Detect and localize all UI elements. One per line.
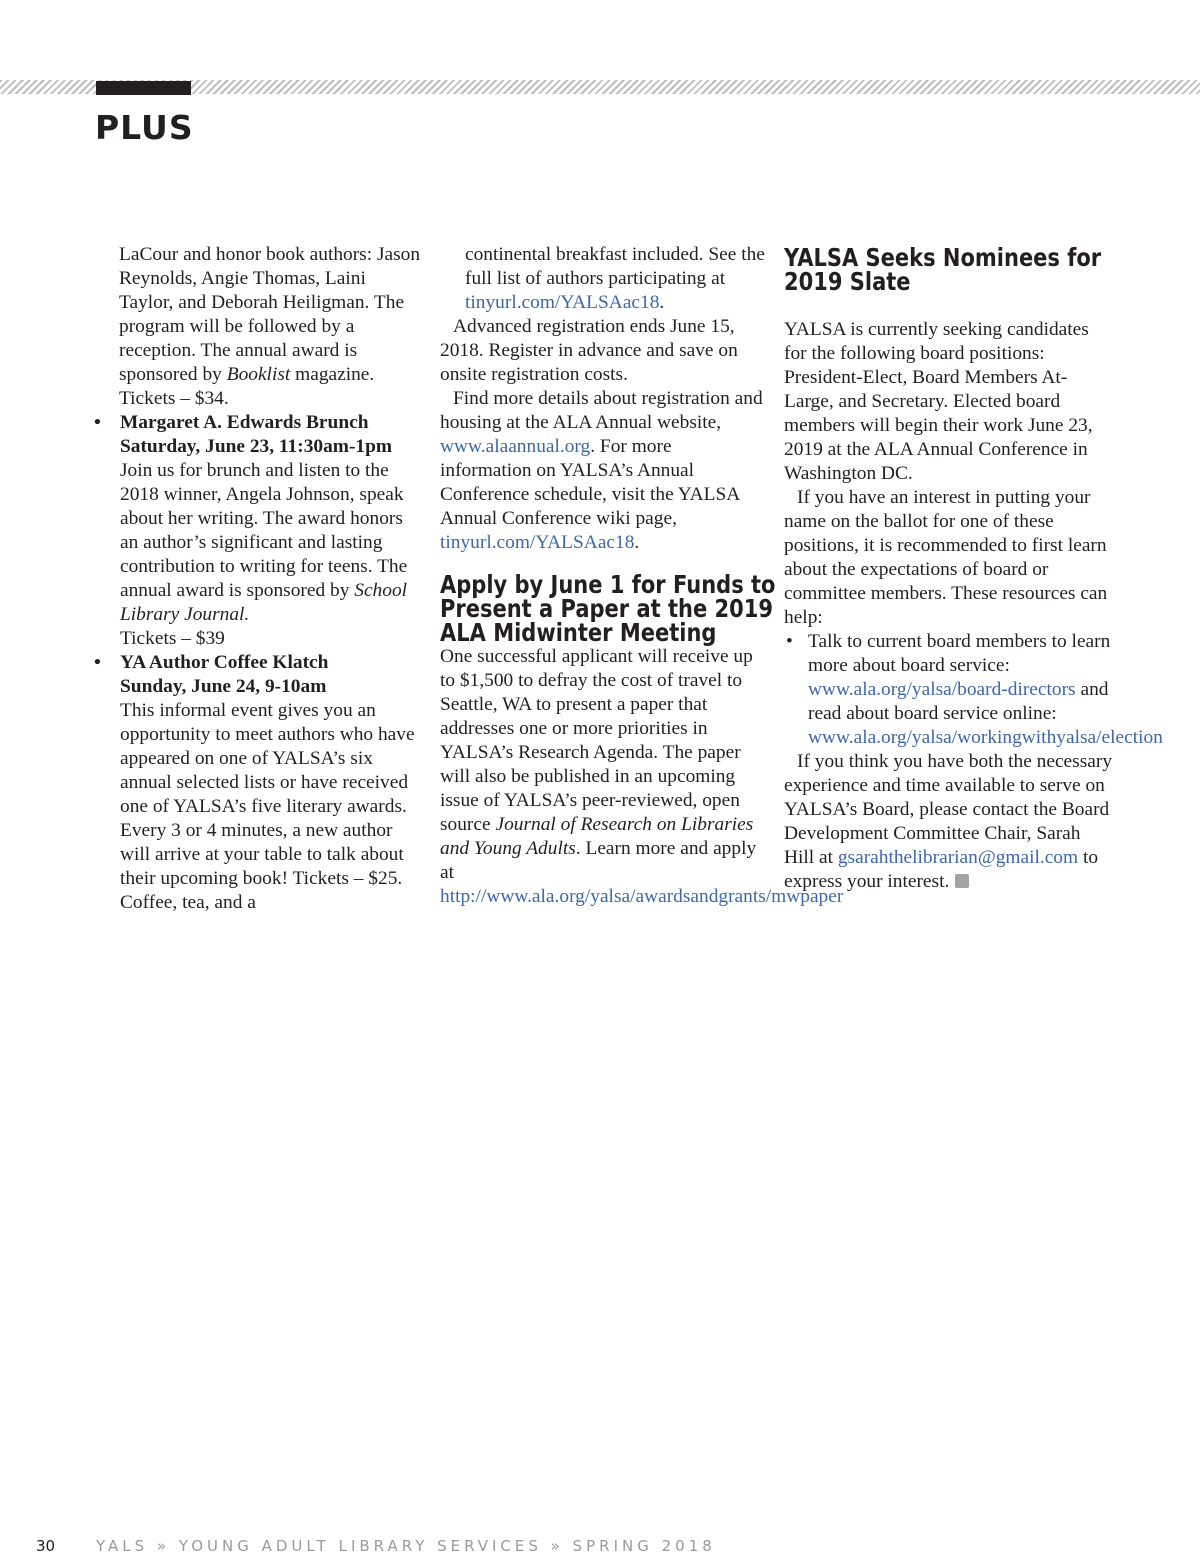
article-body: One successful applicant will receive up to $1,500 to defray the cost of travel to Seattle, WA to present a paper that addresses one or more priorities in YALSA’s Research Agenda. The paper will also be published in an upcoming issue of YALSA’s peer-reviewed, open source Journal of Research on Libraries and Young Adults. Learn more and apply at http://www.ala.org/yalsa/awardsandgrants/mwpaper (440, 646, 844, 907)
intro-paragraph: LaCour and honor book authors: Jason Reynolds, Angie Thomas, Laini Taylor, and Deborah Heiligman. The program will be followed by a reception. The annual award is sponsored by Booklist magazine. Tickets – $34. (119, 244, 421, 409)
article-heading: YALSA Seeks Nominees for 2019 Slate (784, 243, 1102, 296)
bullet: • (786, 631, 793, 652)
registration-paragraph: Advanced registration ends June 15, 2018. Register in advance and save on onsite registration costs. (440, 316, 738, 385)
bullet: • (94, 652, 101, 673)
event-title: Margaret A. Edwards Brunch (120, 412, 369, 433)
election-link[interactable]: www.ala.org/yalsa/workingwithyalsa/election (808, 727, 1163, 748)
section-label: PLUS (95, 108, 194, 147)
event-description: This informal event gives you an opportunity to meet authors who have appeared on one of YALSA’s six annual selected lists or have received one of YALSA’s five literary awards. Every 3 or 4 minutes, a new author will arrive at your table to talk about their upcoming book! Tickets – $25. Coffee, tea, and a (120, 700, 415, 913)
email-link[interactable]: gsarahthelibrarian@gmail.com (837, 847, 1079, 868)
ala-annual-link[interactable]: www.alaannual.org (440, 436, 591, 457)
event-description: Join us for brunch and listen to the 2018 winner, Angela Johnson, speak about her writing. The award honors an author’s significant and lasting contribution to writing for teens. The annual award is sponsored by (120, 460, 408, 601)
footer-publication: YALS » YOUNG ADULT LIBRARY SERVICES » SPRING 2018 (96, 1537, 716, 1555)
event-title: YA Author Coffee Klatch (120, 652, 329, 673)
article-paragraph: YALSA is currently seeking candidates for the following board positions: President-Elect, Board Members At-Large, and Secretary. Elected board members will begin their work June 23, 2019 at the ALA Annual Conference in Washington DC. (784, 319, 1093, 484)
list-item: • Margaret A. Edwards Brunch Saturday, June 23, 11:30am-1pm Join us for brunch and listen to the 2018 winner, Angela Johnson, speak about her writing. The award honors an author’s significant and lasting contribution to writing for teens. The annual award is sponsored by School Library Journal. Tickets – $39 (94, 411, 424, 651)
article-paragraph: If you have an interest in putting your name on the ballot for one of these positions, it is recommended to first learn about the expectations of board or committee members. These resources can help: (784, 487, 1108, 628)
page-footer (36, 1535, 716, 1557)
mwpaper-link[interactable]: http://www.ala.org/yalsa/awardsandgrants/mwpaper (440, 886, 844, 907)
column-3 (784, 243, 1163, 894)
article-paragraph: If you think you have both the necessary experience and time available to serve on YALSA’s Board, please contact the Board Development Committee Chair, Sarah Hill at gsarahthelibrarian@gmail.com to express your interest. (784, 751, 1113, 892)
event-list (94, 411, 424, 915)
event-time: Sunday, June 24, 9-10am (120, 676, 327, 697)
article-heading: Apply by June 1 for Funds to Present a Paper at the 2019 ALA Midwinter Meeting (440, 570, 776, 647)
column-2 (440, 243, 844, 909)
column-1 (94, 243, 424, 915)
bullet: • (94, 412, 101, 433)
details-paragraph: Find more details about registration and housing at the ALA Annual website, www.alaannual.org. For more information on YALSA’s Annual Conference schedule, visit the YALSA Annual Conference wiki page, tinyurl.com/YALSAac18. (440, 388, 763, 553)
resource-list (784, 630, 1163, 750)
event-tickets: Tickets – $39 (120, 628, 225, 649)
list-item: • Talk to current board members to learn more about board service: www.ala.org/yalsa/board-directors and read about board service online: www.ala.org/yalsa/workingwithyalsa/election (786, 631, 1163, 748)
board-directors-link[interactable]: www.ala.org/yalsa/board-directors (808, 679, 1076, 700)
event-time: Saturday, June 23, 11:30am-1pm (120, 436, 393, 457)
continued-paragraph: continental breakfast included. See the full list of authors participating at tinyurl.com/YALSAac18. (465, 244, 765, 313)
tinyurl-link[interactable]: tinyurl.com/YALSAac18 (465, 292, 660, 313)
header-accent-block (96, 81, 191, 95)
end-of-article-icon (955, 874, 969, 888)
wiki-link[interactable]: tinyurl.com/YALSAac18 (440, 532, 635, 553)
page-number: 30 (36, 1537, 56, 1555)
list-item (94, 651, 424, 915)
